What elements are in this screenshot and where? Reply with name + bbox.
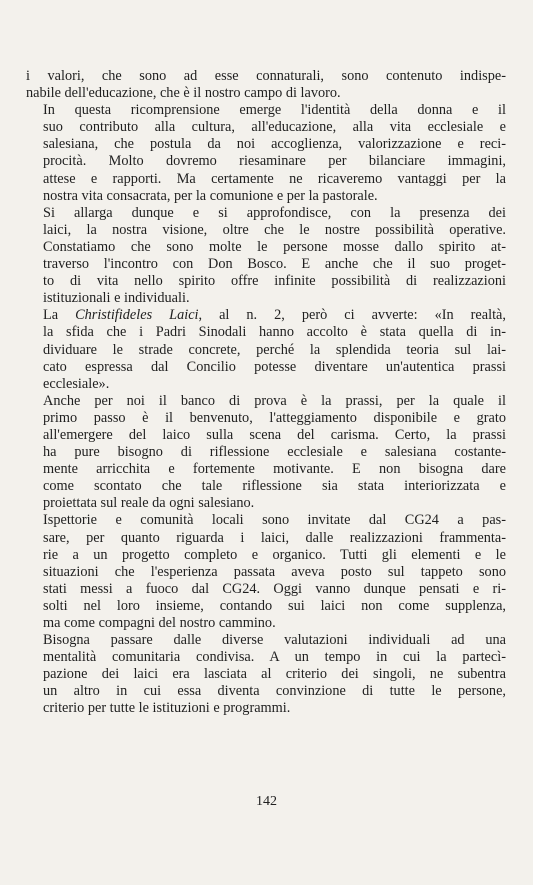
text-line: mentalità comunitaria condivisa. A un tempo in cui la partecì- <box>43 649 506 666</box>
text-line: nabile dell'educazione, che è il nostro campo di lavoro. <box>26 85 341 102</box>
text-line: la sfida che i Padri Sinodali hanno accolto è stata quella di in- <box>43 324 506 341</box>
text-line: laici, la nostra visione, oltre che le nostre possibilità operative. <box>43 221 506 238</box>
text-line: Si allarga dunque e si approfondisce, con la presenza dei <box>43 204 506 221</box>
text-line: nostra vita consacrata, per la comunione e per la pastorale. <box>43 187 378 204</box>
text-line: situazioni che l'esperienza passata aveva posto sul tappeto sono <box>43 563 506 580</box>
text-line: rie a un progetto completo e organico. Tutti gli elementi e le <box>43 546 506 563</box>
text-line: all'emergere del laico sulla scena del carisma. Certo, la prassi <box>43 426 506 443</box>
text-line: In questa ricomprensione emerge l'identità della donna e il <box>43 102 506 119</box>
text-line: dividuare le strade concrete, perché la splendida teoria sul lai- <box>43 341 506 358</box>
text-line: ecclesiale». <box>43 375 110 392</box>
body-text <box>26 68 506 718</box>
paragraph <box>26 102 506 205</box>
text-line: ma come compagni del nostro cammino. <box>43 615 276 631</box>
paragraph <box>26 512 506 632</box>
text-line: pazione dei laici era lasciata al criterio dei singoli, ne subentra <box>43 666 506 683</box>
paragraph <box>26 307 506 392</box>
text-line: stati messi a fuoco dal CG24. Oggi vanno dunque pensati e ri- <box>43 580 506 597</box>
text-line: Ispettorie e comunità locali sono invitate dal CG24 a pas- <box>43 512 506 529</box>
text-line: Anche per noi il banco di prova è la prassi, per la quale il <box>43 392 506 409</box>
paragraph <box>26 393 506 513</box>
text-line: primo passo è il benvenuto, l'atteggiamento disponibile e grato <box>43 409 506 426</box>
text-line: suo contributo alla cultura, all'educazione, alla vita ecclesiale e <box>43 119 506 136</box>
text-line: procità. Molto dovremo riesaminare per bilanciare immagini, <box>43 153 506 170</box>
italic-title: Christifideles Laici <box>75 307 199 324</box>
text-line: to di vita nello spirito offre infinite possibilità di realizzazioni <box>43 273 506 290</box>
text-line: come scontato che tale riflessione sia stata interiorizzata e <box>43 478 506 495</box>
text-line: salesiana, che postula da noi accoglienza, valorizzazione e reci- <box>43 136 506 153</box>
text-line: Bisogna passare dalle diverse valutazioni individuali ad una <box>43 632 506 649</box>
text-line: cato espressa dal Concilio potesse diventare un'autentica prassi <box>43 358 506 375</box>
paragraph <box>26 205 506 308</box>
text-line: Constatiamo che sono molte le persone mosse dallo spirito at- <box>43 238 506 255</box>
paragraph <box>26 68 506 102</box>
text-line: proiettata sul reale da ogni salesiano. <box>43 495 255 512</box>
text-line: criterio per tutte le istituzioni e programmi. <box>43 700 291 717</box>
text-line: i valori, che sono ad esse connaturali, sono contenuto indispe- <box>26 68 506 84</box>
paragraph <box>26 632 506 717</box>
text-line: un altro in cui essa diventa convinzione di tutte le persone, <box>43 683 506 700</box>
text-line-with-italic-title: La Christifideles Laici, al n. 2, però ci avverte: «In realtà, <box>43 307 506 324</box>
text-line: mente arricchita e fortemente motivante. E non bisogna dare <box>43 461 506 478</box>
text-line: traverso l'incontro con Don Bosco. E anche che il suo proget- <box>43 256 506 273</box>
page-number: 142 <box>256 794 277 809</box>
text-line: sare, per quanto riguarda i laici, dalle realizzazioni frammenta- <box>43 529 506 546</box>
text-line: ha pure bisogno di riflessione ecclesiale e salesiana costante- <box>43 444 506 461</box>
text-line: attese e rapporti. Ma certamente ne ricaveremo vantaggi per la <box>43 170 506 187</box>
text-line: istituzionali e individuali. <box>43 290 190 307</box>
text-line: solti nel loro insieme, contando sui laici non come supplenza, <box>43 597 506 614</box>
